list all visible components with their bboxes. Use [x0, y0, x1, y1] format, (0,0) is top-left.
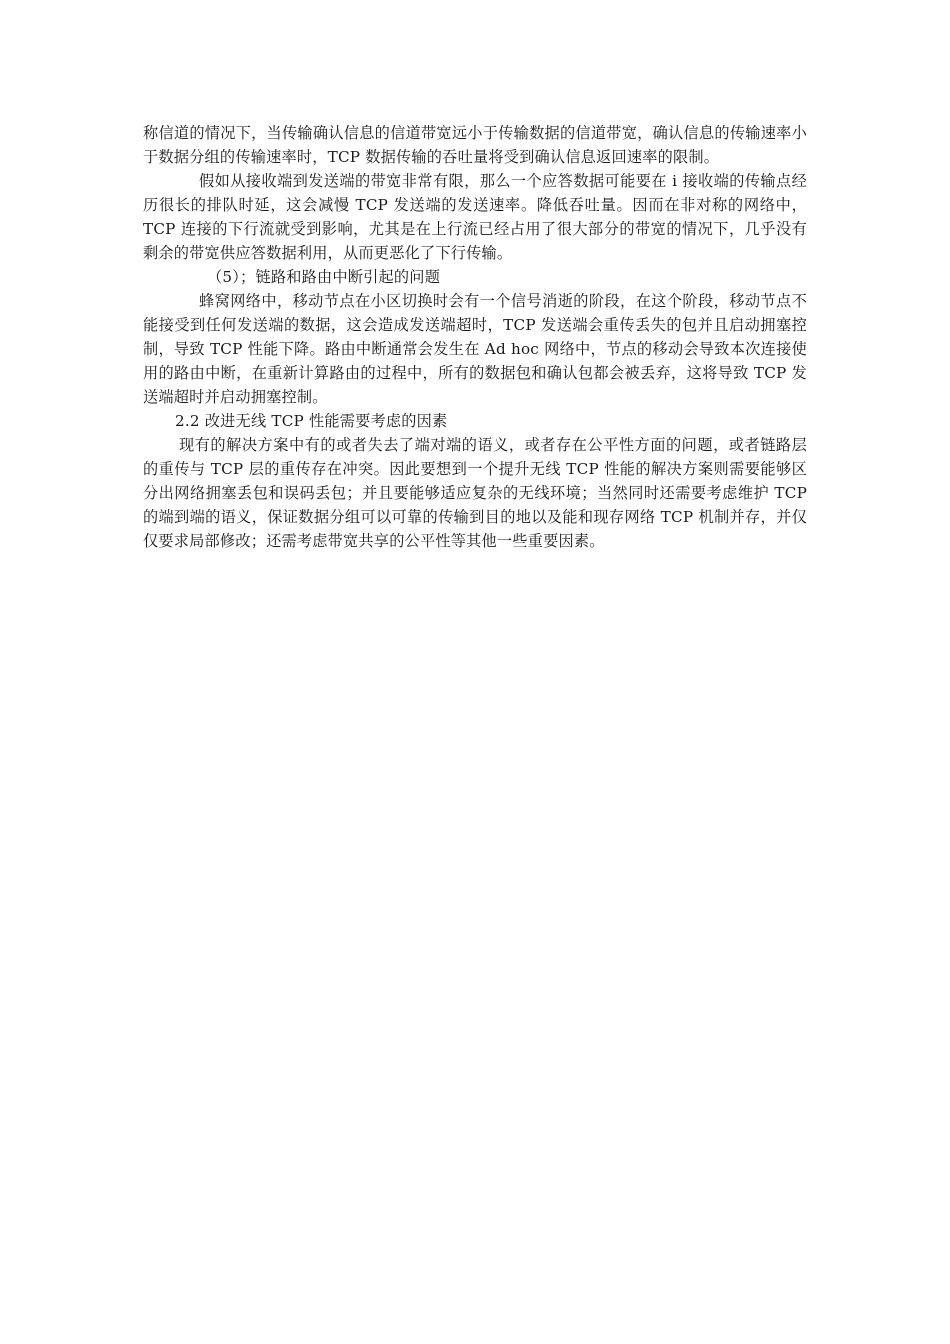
document-body	[143, 121, 807, 553]
paragraph-asymmetric-bandwidth: 假如从接收端到发送端的带宽非常有限，那么一个应答数据可能要在 i 接收端的传输点经历很长的排队时延，这会减慢 TCP 发送端的发送速率。降低吞吐量。因而在非对称的网络中，TCP 连接的下行流就受到影响，尤其是在上行流已经占用了很大部分的带宽的情况下，几乎没有剩余的带宽供应答数据利用，从而更恶化了下行传输。	[143, 172, 807, 262]
paragraph-cellular-handoff: 蜂窝网络中，移动节点在小区切换时会有一个信号消逝的阶段，在这个阶段，移动节点不能接受到任何发送端的数据，这会造成发送端超时，TCP 发送端会重传丢失的包并且启动拥塞控制，导致 TCP 性能下降。路由中断通常会发生在 Ad hoc 网络中，节点的移动会导致本次连接使用的路由中断，在重新计算路由的过程中，所有的数据包和确认包都会被丢弃，这将导致 TCP 发送端超时并启动拥塞控制。	[143, 292, 807, 406]
section-heading-2-2: 2.2 改进无线 TCP 性能需要考虑的因素	[175, 412, 448, 430]
paragraph-continued: 称信道的情况下，当传输确认信息的信道带宽远小于传输数据的信道带宽，确认信息的传输速率小于数据分组的传输速率时，TCP 数据传输的吞吐量将受到确认信息返回速率的限制。	[143, 124, 807, 166]
paragraph-design-considerations: 现有的解决方案中有的或者失去了端对端的语义，或者存在公平性方面的问题，或者链路层的重传与 TCP 层的重传存在冲突。因此要想到一个提升无线 TCP 性能的解决方案则需要能够区分出网络拥塞丢包和误码丢包；并且要能够适应复杂的无线环境；当然同时还需要考虑维护 TCP 的端到端的语义，保证数据分组可以可靠的传输到目的地以及能和现存网络 TCP 机制并存，并仅仅要求局部修改；还需考虑带宽共享的公平性等其他一些重要因素。	[143, 436, 807, 550]
section-heading-link-route-interruption: （5）；链路和路由中断引起的问题	[207, 268, 441, 286]
